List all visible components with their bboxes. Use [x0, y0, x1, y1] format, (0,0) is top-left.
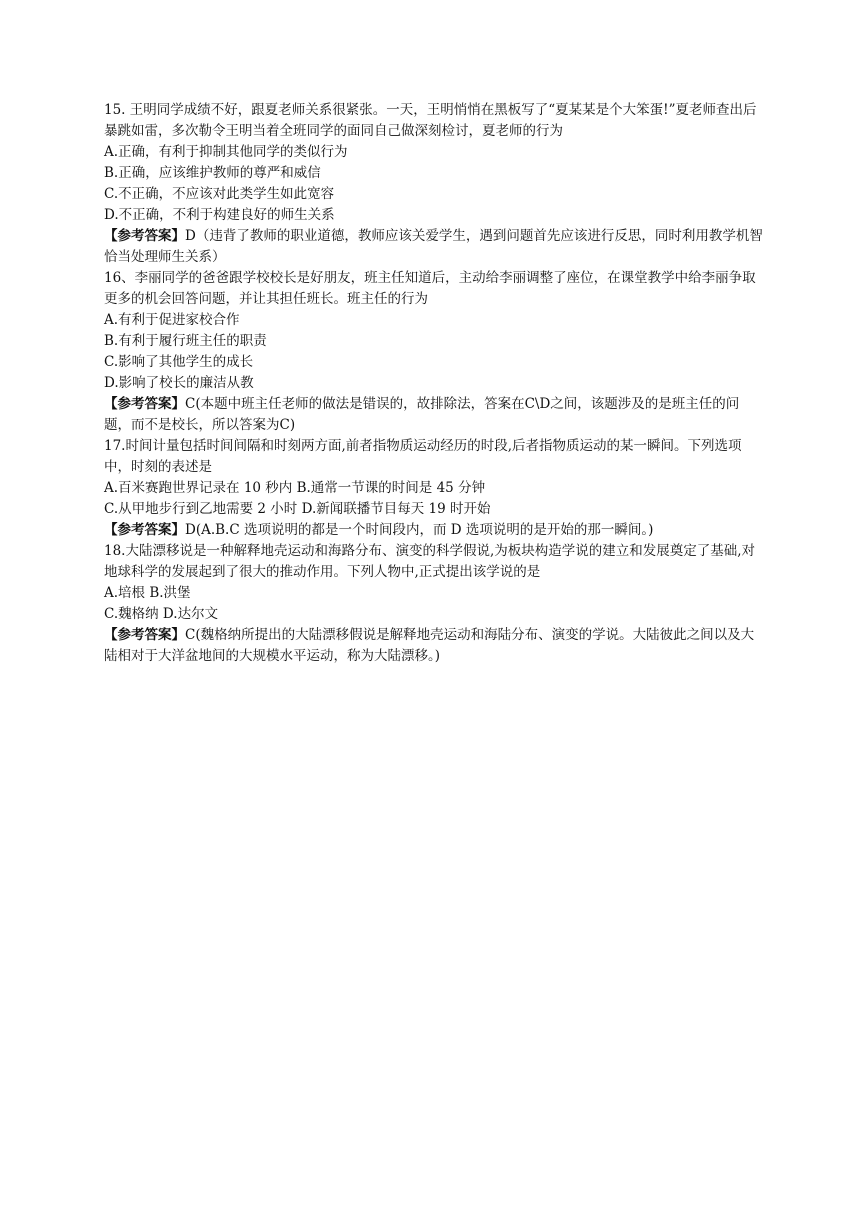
question-16-option-d: D.影响了校长的廉洁从教: [104, 375, 254, 391]
question-16-stem: 16、李丽同学的爸爸跟学校校长是好朋友，班主任知道后，主动给李丽调整了座位，在课堂教学中给李丽争取更多的机会回答问题，并让其担任班长。班主任的行为: [104, 270, 756, 307]
answer-text: D(A.B.C 选项说明的都是一个时间段内，而 D 选项说明的是开始的那一瞬间。): [185, 522, 654, 538]
answer-text: C(本题中班主任老师的做法是错误的，故排除法，答案在C\D之间，该题涉及的是班主任的问题，而不是校长，所以答案为C): [104, 396, 740, 433]
question-15-option-c: C.不正确，不应该对此类学生如此宽容: [104, 186, 335, 202]
question-17-answer: [104, 520, 764, 541]
question-15-stem: 15. 王明同学成绩不好，跟夏老师关系很紧张。一天，王明悄悄在黑板写了“夏某某是个大笨蛋!”夏老师查出后暴跳如雷，多次勒令王明当着全班同学的面同自己做深刻检讨，夏老师的行为: [104, 102, 757, 139]
answer-text: D（违背了教师的职业道德，教师应该关爱学生，遇到问题首先应该进行反思，同时利用教学机智恰当处理师生关系）: [104, 228, 763, 265]
question-18-options-ab: A.培根 B.洪堡: [104, 585, 191, 601]
question-18-stem: 18.大陆漂移说是一种解释地壳运动和海路分布、演变的科学假说,为板块构造学说的建立和发展奠定了基础,对地球科学的发展起到了很大的推动作用。下列人物中,正式提出该学说的是: [104, 543, 756, 580]
question-17-options-ab: A.百米赛跑世界记录在 10 秒内 B.通常一节课的时间是 45 分钟: [104, 480, 486, 496]
answer-text: C(魏格纳所提出的大陆漂移假说是解释地壳运动和海陆分布、演变的学说。大陆彼此之间以及大陆相对于大洋盆地间的大规模水平运动，称为大陆漂移。): [104, 627, 755, 664]
document-page: [104, 100, 764, 667]
question-15-option-b: B.正确，应该维护教师的尊严和威信: [104, 165, 321, 181]
question-15-option-d: D.不正确，不利于构建良好的师生关系: [104, 207, 335, 223]
question-15-answer: [104, 226, 764, 268]
answer-tag: 【参考答案】: [104, 627, 185, 643]
question-18-answer: [104, 625, 764, 667]
question-16-option-c: C.影响了其他学生的成长: [104, 354, 254, 370]
question-18-options-cd: C.魏格纳 D.达尔文: [104, 606, 219, 622]
answer-tag: 【参考答案】: [104, 522, 185, 538]
answer-tag: 【参考答案】: [104, 396, 185, 412]
answer-tag: 【参考答案】: [104, 228, 185, 244]
question-16-answer: [104, 394, 764, 436]
question-17-stem: 17.时间计量包括时间间隔和时刻两方面,前者指物质运动经历的时段,后者指物质运动的某一瞬间。下列选项中，时刻的表述是: [104, 438, 742, 475]
question-17-options-cd: C.从甲地步行到乙地需要 2 小时 D.新闻联播节目每天 19 时开始: [104, 501, 491, 517]
question-16-option-b: B.有利于履行班主任的职责: [104, 333, 267, 349]
question-16-option-a: A.有利于促进家校合作: [104, 312, 240, 328]
question-15-option-a: A.正确，有利于抑制其他同学的类似行为: [104, 144, 348, 160]
